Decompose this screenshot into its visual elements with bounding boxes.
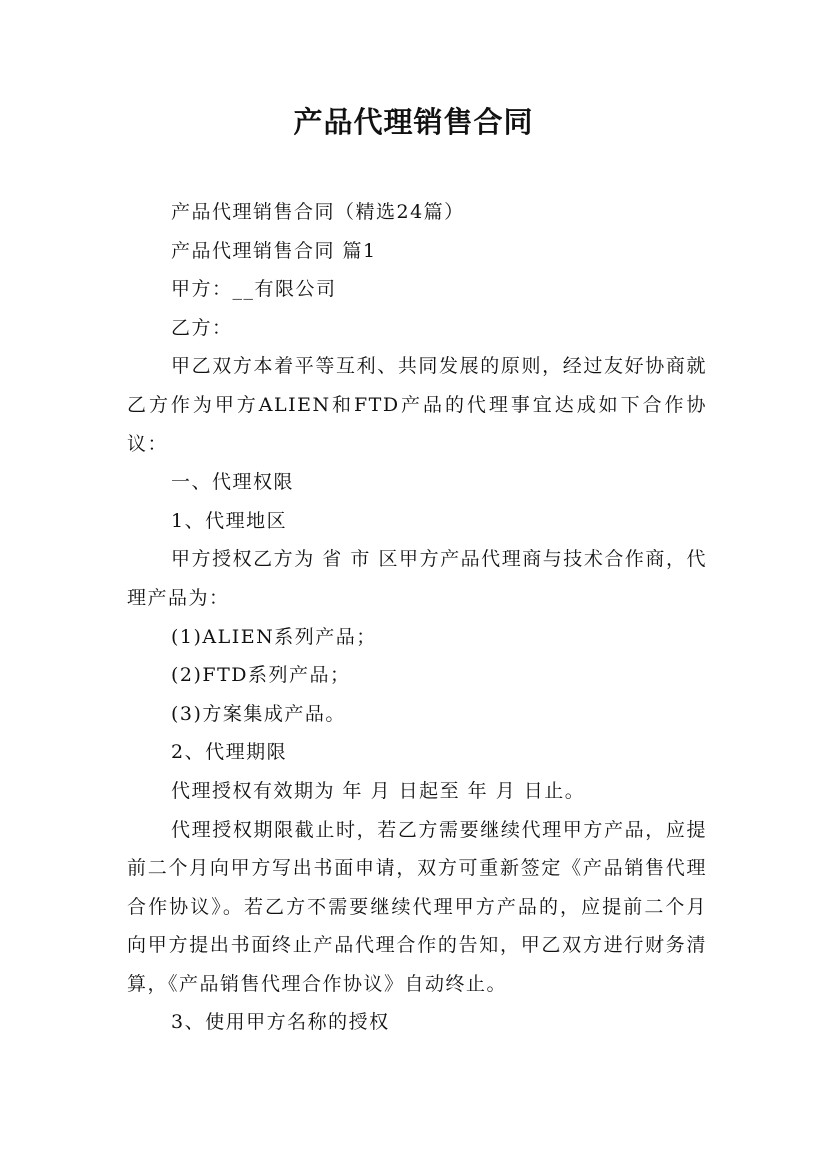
- document-title: 产品代理销售合同: [293, 105, 534, 139]
- paragraph-product-3: (3)方案集成产品。: [171, 702, 346, 725]
- document-body: [127, 193, 707, 1042]
- paragraph-heading-name-authorization: 3、使用甲方名称的授权: [171, 1011, 390, 1034]
- paragraph-party-a: 甲方：__有限公司: [171, 278, 337, 301]
- paragraph-heading-term: 2、代理期限: [171, 741, 288, 764]
- paragraph-section-heading: 产品代理销售合同 篇1: [171, 239, 377, 262]
- paragraph-heading-authority: 一、代理权限: [171, 471, 295, 494]
- paragraph-product-2: (2)FTD系列产品；: [171, 664, 351, 687]
- paragraph-party-b: 乙方：: [171, 316, 233, 339]
- paragraph-product-1: (1)ALIEN系列产品；: [171, 625, 377, 648]
- paragraph-term-renewal: 代理授权期限截止时，若乙方需要继续代理甲方产品，应提前二个月向甲方写出书面申请，双方可重新签定《产品销售代理合作协议》。若乙方不需要继续代理甲方产品的，应提前二个月向甲方提出书面终止产品代理合作的告知，甲乙双方进行财务清算，《产品销售代理合作协议》自动终止。: [127, 818, 707, 995]
- paragraph-region-grant: 甲方授权乙方为 省 市 区甲方产品代理商与技术合作商，代理产品为：: [127, 548, 707, 609]
- paragraph-subtitle: 产品代理销售合同（精选24篇）: [171, 201, 465, 223]
- paragraph-term-validity: 代理授权有效期为 年 月 日起至 年 月 日止。: [171, 779, 586, 802]
- paragraph-preamble: 甲乙双方本着平等互利、共同发展的原则，经过友好协商就乙方作为甲方ALIEN和FTD产品的代理事宜达成如下合作协议：: [127, 355, 707, 455]
- paragraph-heading-region: 1、代理地区: [171, 509, 288, 532]
